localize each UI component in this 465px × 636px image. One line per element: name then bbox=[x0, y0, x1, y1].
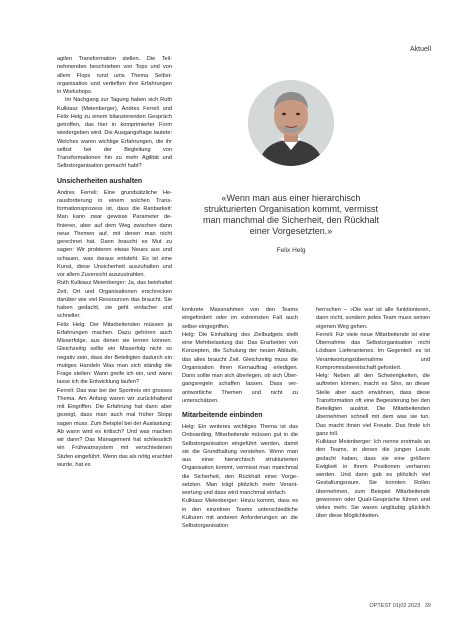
paragraph: Helg: Die Einhaltung des Zielbudgets stellt eine Mehrbelastung dar. Das Erarbeiten von Konzepten, die Schulung der neuen Abläufe, das alles braucht Zeit. Gleichzeitig muss die Organisation ihren Kernauftrag erledigen. Dann sollte man sich überlegen, ob sich Übergangsregeln schaffen lassen. Dass verantwortliche Themen und nicht zu unterschätzen. bbox=[182, 331, 298, 404]
paragraph: herrschen – »Die war ist alle funktionieren, dann nicht, sondern jedes Team muss seinen eigenen Weg gehen. bbox=[316, 307, 430, 330]
page-footer bbox=[369, 603, 431, 609]
paragraph: Felix Helg: Der Mitarbeitenden müssen ja Erfahrungen machen. Dazu gehören auch Misserfolge, aus denen sie lernen können. Gleichzeitig sollte ein Misserfolg nicht so negativ sein, dass der Beteiligten dadurch ein mutiges Handeln Was man sich ständig die Frage stellen: Wann greife ich ein, und wann lasse ich die Entwicklung laufen? bbox=[57, 321, 172, 386]
subheading: Unsicherheiten aushalten bbox=[57, 177, 143, 185]
paragraph: konkrete Massnahmen von den Teams eingefordert oder im extremsten Fall auch selber eingegriffen. bbox=[182, 307, 298, 330]
paragraph: agilen Transformation stellen. Die Teilnehmenden beschrieben von Tops und von allem Flops rund ums Thema Selbstorganisation und vertieften ihre Erfahrungen in Workshops. bbox=[57, 56, 172, 95]
subheading: Mitarbeitende einbinden bbox=[182, 412, 263, 419]
pull-quote bbox=[196, 193, 386, 256]
paragraph: Ferreli: Das war bei der Sportreis ein grosses Thema. Am Anfang waren wir zurückhaltend mit Eingriffen. Die Erfahrung hat dann aber gezeigt, dass man auch mal früher Stopp sagen muss. Zum Beispiel bei der Auslastung: Ab wann wird es kritisch? Und was machen wir dann? Das Management hat schliesslich ein Frühwarnsystem mit verschiedenen Stufen eingeführt. Wenn das als nötig erachtet wurde, hat es bbox=[57, 387, 172, 468]
issue-year: 2023 bbox=[408, 603, 421, 609]
paragraph: Kulkiasz Meienberger: Ich nenne erstmals an den Teams, in denen die jungen Leute gedacht haben, dass sie eine größere Ewigkeit in ihrem Positionen verharren werden. Und dann gab es plötzlich viel Gestaltungsraum. Sie konnten Rollen übernehmen, zum Beispiel Mitarbeitende gewonnen oder Quali-Gespräche führen und vieles mehr. Sie waren ungläubig glücklich über diese Möglichkeiten. bbox=[316, 439, 430, 520]
portrait-photo bbox=[248, 80, 334, 166]
quote-author: Felix Helg bbox=[276, 247, 306, 254]
page-number: 39 bbox=[424, 603, 431, 609]
paragraph: Kulkiasz Meienberger: Hinzu kommt, dass es in den einzelnen Teams unterschiedliche Kulturen mit anderen Anforderungen an die Selbstorganisation bbox=[182, 498, 298, 529]
section-label: Aktuell bbox=[409, 46, 431, 53]
paragraph: Andres Ferreli: Eine grundsätzliche Herausforderung in einem solchen Transformationsprozess ist, dass die Ranbarkeit: Man kann zwar gewisse Parameter definieren, aber auf dem Weg zwischen dann neue Themen auf, mit denen man nicht gerechnet hat. Dann braucht es Mut zu sagen: Wir probieren etwas Neues aus und schauen, was daraus entsteht. Es ist eine Kunst, diese Unsicherheit auszuhalten und vor allem Zuversicht auszustrahlen. bbox=[57, 189, 172, 278]
publication-name: OPTEST bbox=[369, 603, 392, 609]
paragraph: Helg: Neben all den Schwierigkeiten, die auftreten können, macht es Sinn, an dieser Stelle aber auch erwähnen, dass diese Transformation oft eine Begeisterung bei den Beteiligten auslöst. Die Mitarbeitenden übernehmen schnell mit dem was sie tun. Das macht ihnen viel Freude. Das finde ich ganz toll. bbox=[316, 373, 430, 437]
article-column-2 bbox=[182, 306, 298, 530]
paragraph: Ferreli: Für viele neue Mitarbeitende ist eine Übernahme das Selbstorganisation nicht Lösbare Lieferantenes. Im Gegenteil: es ist Verantwortungsübernahme und Kompromissbereitschaft gefordert. bbox=[316, 331, 430, 371]
paragraph: Ruth Kulkiasz Meienberger: Ja, das beinhaltet Zeit, Ort und Organisationen erschrecken darüber wie viel Ressourcen das braucht. Sie haben gedacht, sie geht einfacher und schneller. bbox=[57, 280, 172, 320]
issue-number: 01|02 bbox=[392, 603, 407, 609]
portrait-illustration bbox=[248, 80, 334, 166]
article-column-3 bbox=[316, 306, 430, 521]
article-column-1 bbox=[57, 55, 172, 469]
quote-text: «Wenn man aus einer hierarchisch strukturierten Organisation kommt, vermisst man manchmal die Sicherheit, den Rückhalt einer Vorgesetzten.» bbox=[202, 193, 380, 236]
paragraph: Im Nachgang zur Tagung haben sich Ruth Kulkiasz (Meienberger), Andres Ferreli und Felix Helg zu einem bilanzierenden Gespräch getroffen, das hier in komprimierter Form wiedergeben wird. Die Ausgangsfrage lautete: Welches waren wichtige Erfahrungen, die ihr selbst bei der Begleitung von Transformationen hin zu mehr Agilität und Selbstorganisation gemacht habt? bbox=[57, 97, 172, 170]
paragraph: Helg: Ein weiteres wichtiges Thema ist das Onboarding. Mitarbeitende müssen gut in die Selbstorganisation eingeführt werden, damit sie die Grundhaltung verstehen. Wenn man aus einer hierarchisch strukturierten Organisation kommt, vermisst man manchmal die Sicherheit, den Rückhalt einer Vorgesetzten. Man trägt plötzlich mehr Verantwortung und dass wird manchmal einfach. bbox=[182, 424, 298, 496]
